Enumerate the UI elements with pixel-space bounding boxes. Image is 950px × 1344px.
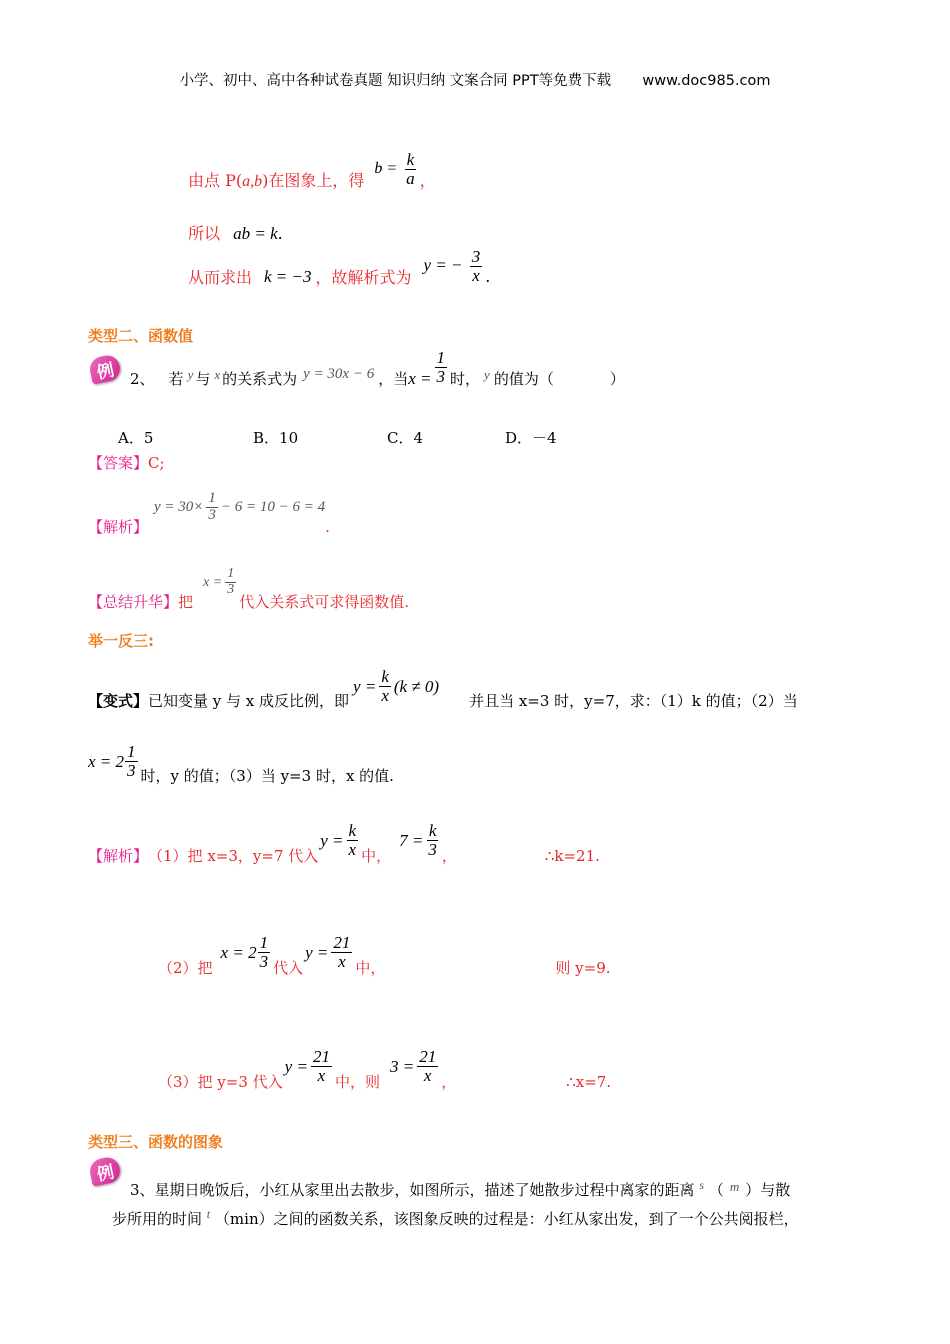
intro-line-2: 所以 ab = k. [188,224,283,243]
option-c: C．4 [387,429,424,447]
question-2: 2、 若 y 与 x 的关系式为 y = 30x − 6 ，当 x = $\frac{1}{3}$ 时， y 的值为（ ） [130,348,625,388]
page-header [0,69,950,90]
variant-line-1: 【变式】 已知变量 y 与 x 成反比例，即 y = $\frac{k}{x}$ (k ≠ 0) 并且当 x=3 时，y=7，求：（1）k 的值；（2）当 [88,667,798,710]
example-badge-icon: 例 [88,353,123,385]
option-b: B．10 [253,429,299,447]
solution-2: （2）把 x = 2 $\frac{1}{3}$ 代入 y = $\frac{21}{x}$ 中， 则 y=9. [158,933,611,977]
intro-line-1: 由点 P(a,b)在图象上，得 b = $\frac{k}{a}$ ， [188,150,436,190]
option-d: D．－4 [505,429,557,447]
intro-line-3: 从而求出 k = −3 ，故解析式为 y = − $\frac{3}{x}$ . [188,247,491,287]
section-title-practice: 举一反三: [88,632,154,650]
section-title-type3: 类型三、函数的图象 [88,1133,224,1151]
summary-line: 【总结升华】 把 x = $\frac{1}{3}$ 代入关系式可求得函数值. [88,566,409,611]
option-a: A．5 [118,429,154,447]
solution-1: 【解析】 （1）把 x=3，y=7 代入 y = $\frac{k}{x}$ 中， 7 = $\frac{k}{3}$ ， ∴k=21. [88,821,600,865]
answer-line: 【答案】C; [88,454,165,472]
section-title-type2: 类型二、函数值 [88,327,194,345]
variant-line-2: x = 2 $\frac{1}{3}$ 时，y 的值；（3）当 y=3 时，x 的值. [88,742,394,785]
solution-3: （3）把 y=3 代入 y = $\frac{21}{x}$ 中，则 3 = $\frac{21}{x}$ ， ∴x=7. [158,1047,612,1091]
header-site-link[interactable]: www.doc985.com [642,73,771,89]
analysis-line: 【解析】 y = 30× $\frac{1}{3}$ − 6 = 10 − 6 = 4 . [88,490,330,536]
question-3-line-1: 3、星期日晚饭后，小红从家里出去散步，如图所示，描述了她散步过程中离家的距离 $^s$ （ m ）与散 [130,1178,791,1199]
example-badge-icon-2: 例 [88,1155,123,1187]
intro-line1-eq: b = $\frac{k}{a}$ [374,150,415,188]
header-text: 小学、初中、高中各种试卷真题 知识归纳 文案合同 PPT等免费下载 [179,73,612,89]
question-3-line-2: 步所用的时间 $^t$ （min）之间的函数关系，该图象反映的过程是：小红从家出发，到了一个公共阅报栏， [112,1207,799,1228]
